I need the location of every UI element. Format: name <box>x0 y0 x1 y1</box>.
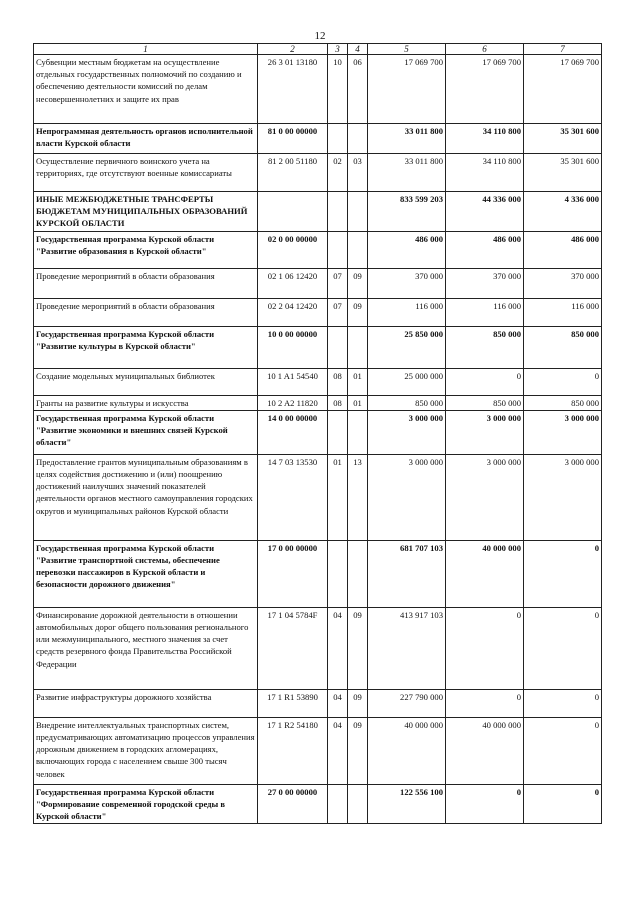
row-name: ИНЫЕ МЕЖБЮДЖЕТНЫЕ ТРАНСФЕРТЫ БЮДЖЕТАМ МУНИЦИПАЛЬНЫХ ОБРАЗОВАНИЙ КУРСКОЙ ОБЛАСТИ <box>34 192 258 232</box>
row-code: 10 0 00 00000 <box>258 326 328 368</box>
row-code: 81 0 00 00000 <box>258 124 328 154</box>
row-subsection: 03 <box>348 154 368 192</box>
row-name: Внедрение интеллектуальных транспортных систем, предусматривающих автоматизацию процессов управления дорожным движением в городских агломерациях, включающих города с населением свыше 300 тысяч человек <box>34 717 258 784</box>
row-amount-year3: 4 336 000 <box>524 192 602 232</box>
row-amount-year2: 850 000 <box>446 326 524 368</box>
row-section: 08 <box>328 368 348 395</box>
row-code: 26 3 01 13180 <box>258 55 328 124</box>
row-amount-year1: 122 556 100 <box>368 784 446 824</box>
row-code <box>258 192 328 232</box>
row-section <box>328 231 348 268</box>
row-section <box>328 410 348 454</box>
table-row <box>34 154 602 192</box>
table-row <box>34 784 602 824</box>
row-amount-year3: 0 <box>524 607 602 689</box>
row-subsection: 09 <box>348 717 368 784</box>
row-amount-year2: 17 069 700 <box>446 55 524 124</box>
table-row <box>34 55 602 124</box>
row-subsection <box>348 124 368 154</box>
row-name: Государственная программа Курской области "Развитие образования в Курской области" <box>34 231 258 268</box>
row-subsection <box>348 410 368 454</box>
row-amount-year1: 370 000 <box>368 268 446 298</box>
row-subsection <box>348 326 368 368</box>
table-row <box>34 268 602 298</box>
row-amount-year1: 486 000 <box>368 231 446 268</box>
row-subsection: 09 <box>348 689 368 717</box>
row-amount-year3: 3 000 000 <box>524 410 602 454</box>
row-amount-year1: 3 000 000 <box>368 454 446 540</box>
row-subsection: 09 <box>348 298 368 326</box>
row-amount-year3: 35 301 600 <box>524 124 602 154</box>
column-header: 7 <box>524 44 602 55</box>
row-amount-year1: 3 000 000 <box>368 410 446 454</box>
row-amount-year2: 116 000 <box>446 298 524 326</box>
row-amount-year1: 17 069 700 <box>368 55 446 124</box>
row-amount-year1: 227 790 000 <box>368 689 446 717</box>
row-section: 04 <box>328 607 348 689</box>
row-amount-year1: 833 599 203 <box>368 192 446 232</box>
header-row <box>34 44 602 55</box>
row-subsection <box>348 540 368 607</box>
column-header: 1 <box>34 44 258 55</box>
row-amount-year1: 25 850 000 <box>368 326 446 368</box>
table-row <box>34 454 602 540</box>
table-row <box>34 410 602 454</box>
row-amount-year1: 681 707 103 <box>368 540 446 607</box>
column-header: 5 <box>368 44 446 55</box>
row-section: 01 <box>328 454 348 540</box>
row-amount-year2: 850 000 <box>446 395 524 410</box>
row-section <box>328 192 348 232</box>
row-code: 81 2 00 51180 <box>258 154 328 192</box>
row-name: Проведение мероприятий в области образования <box>34 268 258 298</box>
row-code: 17 1 R2 54180 <box>258 717 328 784</box>
table-row <box>34 395 602 410</box>
row-name: Развитие инфраструктуры дорожного хозяйства <box>34 689 258 717</box>
row-amount-year3: 0 <box>524 540 602 607</box>
table-row <box>34 368 602 395</box>
row-name: Государственная программа Курской области "Формирование современной городской среды в Курской области" <box>34 784 258 824</box>
row-section: 04 <box>328 717 348 784</box>
row-name: Создание модельных муниципальных библиотек <box>34 368 258 395</box>
table-row <box>34 124 602 154</box>
row-section <box>328 784 348 824</box>
row-code: 14 7 03 13530 <box>258 454 328 540</box>
row-amount-year1: 25 000 000 <box>368 368 446 395</box>
row-subsection: 01 <box>348 395 368 410</box>
table-row <box>34 326 602 368</box>
row-amount-year1: 33 011 800 <box>368 154 446 192</box>
row-amount-year2: 3 000 000 <box>446 454 524 540</box>
row-amount-year1: 40 000 000 <box>368 717 446 784</box>
row-amount-year2: 40 000 000 <box>446 717 524 784</box>
row-amount-year3: 0 <box>524 784 602 824</box>
column-header: 6 <box>446 44 524 55</box>
row-code: 17 1 04 5784F <box>258 607 328 689</box>
row-amount-year2: 34 110 800 <box>446 154 524 192</box>
row-amount-year2: 44 336 000 <box>446 192 524 232</box>
row-section: 08 <box>328 395 348 410</box>
row-name: Субвенции местным бюджетам на осуществление отдельных государственных полномочий по созданию и обеспечению деятельности комиссий по делам несовершеннолетних и защите их прав <box>34 55 258 124</box>
row-amount-year2: 34 110 800 <box>446 124 524 154</box>
row-name: Государственная программа Курской области "Развитие экономики и внешних связей Курской области" <box>34 410 258 454</box>
row-amount-year1: 413 917 103 <box>368 607 446 689</box>
row-amount-year3: 116 000 <box>524 298 602 326</box>
row-name: Проведение мероприятий в области образования <box>34 298 258 326</box>
row-amount-year2: 0 <box>446 607 524 689</box>
row-amount-year1: 850 000 <box>368 395 446 410</box>
row-amount-year3: 0 <box>524 717 602 784</box>
row-amount-year3: 17 069 700 <box>524 55 602 124</box>
row-subsection: 06 <box>348 55 368 124</box>
row-code: 10 2 A2 11820 <box>258 395 328 410</box>
row-amount-year3: 850 000 <box>524 395 602 410</box>
row-amount-year2: 370 000 <box>446 268 524 298</box>
table-row <box>34 540 602 607</box>
table-row <box>34 192 602 232</box>
column-header: 4 <box>348 44 368 55</box>
row-subsection <box>348 231 368 268</box>
row-code: 17 0 00 00000 <box>258 540 328 607</box>
row-amount-year2: 3 000 000 <box>446 410 524 454</box>
row-name: Гранты на развитие культуры и искусства <box>34 395 258 410</box>
row-amount-year3: 3 000 000 <box>524 454 602 540</box>
row-name: Непрограммная деятельность органов исполнительной власти Курской области <box>34 124 258 154</box>
row-subsection <box>348 192 368 232</box>
row-subsection <box>348 784 368 824</box>
row-amount-year1: 33 011 800 <box>368 124 446 154</box>
row-name: Государственная программа Курской области "Развитие культуры в Курской области" <box>34 326 258 368</box>
row-code: 10 1 A1 54540 <box>258 368 328 395</box>
row-amount-year3: 486 000 <box>524 231 602 268</box>
page-number: 12 <box>314 30 326 42</box>
row-amount-year2: 40 000 000 <box>446 540 524 607</box>
budget-table <box>33 43 602 824</box>
row-code: 02 2 04 12420 <box>258 298 328 326</box>
row-code: 02 0 00 00000 <box>258 231 328 268</box>
table-row <box>34 607 602 689</box>
row-amount-year2: 486 000 <box>446 231 524 268</box>
row-subsection: 09 <box>348 607 368 689</box>
row-code: 27 0 00 00000 <box>258 784 328 824</box>
row-amount-year3: 850 000 <box>524 326 602 368</box>
row-code: 17 1 R1 53890 <box>258 689 328 717</box>
row-section <box>328 540 348 607</box>
table-row <box>34 717 602 784</box>
row-amount-year2: 0 <box>446 784 524 824</box>
column-header: 2 <box>258 44 328 55</box>
row-amount-year1: 116 000 <box>368 298 446 326</box>
row-name: Государственная программа Курской области "Развитие транспортной системы, обеспечение перевозки пассажиров в Курской области и безопасности дорожного движения" <box>34 540 258 607</box>
row-amount-year2: 0 <box>446 368 524 395</box>
row-section: 04 <box>328 689 348 717</box>
table-row <box>34 298 602 326</box>
row-amount-year3: 35 301 600 <box>524 154 602 192</box>
row-section: 07 <box>328 268 348 298</box>
row-amount-year3: 0 <box>524 368 602 395</box>
column-header: 3 <box>328 44 348 55</box>
row-section: 02 <box>328 154 348 192</box>
row-code: 14 0 00 00000 <box>258 410 328 454</box>
row-amount-year3: 370 000 <box>524 268 602 298</box>
table-row <box>34 231 602 268</box>
row-section: 07 <box>328 298 348 326</box>
row-subsection: 13 <box>348 454 368 540</box>
row-section: 10 <box>328 55 348 124</box>
row-section <box>328 124 348 154</box>
row-section <box>328 326 348 368</box>
row-amount-year3: 0 <box>524 689 602 717</box>
row-code: 02 1 06 12420 <box>258 268 328 298</box>
row-subsection: 01 <box>348 368 368 395</box>
row-subsection: 09 <box>348 268 368 298</box>
row-amount-year2: 0 <box>446 689 524 717</box>
row-name: Финансирование дорожной деятельности в отношении автомобильных дорог общего пользования регионального или межмуниципального, местного значения за счет средств резервного фонда Правительства Российской Федерации <box>34 607 258 689</box>
row-name: Осуществление первичного воинского учета на территориях, где отсутствуют военные комиссариаты <box>34 154 258 192</box>
table-row <box>34 689 602 717</box>
row-name: Предоставление грантов муниципальным образованиям в целях содействия достижению и (или) поощрению достижений наилучших значений показателей деятельности органов местного самоуправления городских округов и муниципальных районов Курской области <box>34 454 258 540</box>
